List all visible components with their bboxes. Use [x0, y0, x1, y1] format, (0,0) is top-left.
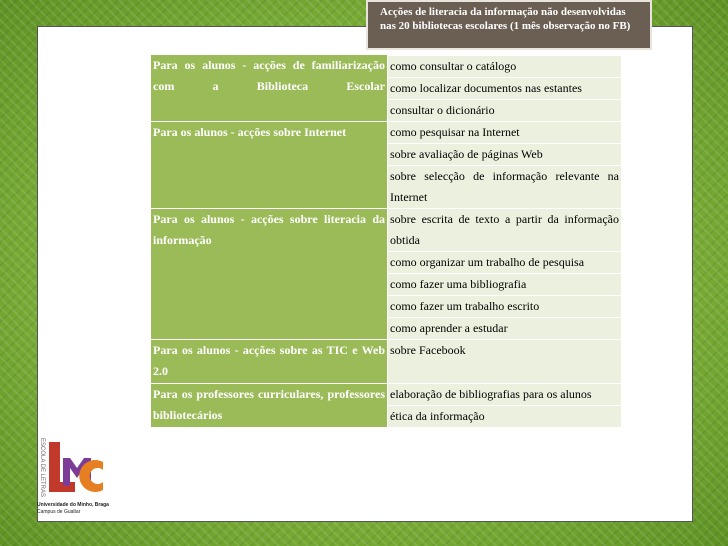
- item-cell: sobre selecção de informação relevante na Internet: [388, 166, 622, 209]
- logo-vertical-text: ESCOLA DE LETRAS: [39, 438, 45, 498]
- item-cell: sobre avaliação de páginas Web: [388, 144, 622, 166]
- table-row: [151, 209, 622, 252]
- item-cell: elaboração de bibliografias para os alunos: [388, 384, 622, 406]
- item-cell: ética da informação: [388, 406, 622, 428]
- item-cell: como fazer uma bibliografia: [388, 274, 622, 296]
- item-cell: como fazer um trabalho escrito: [388, 296, 622, 318]
- group-cell: Para os alunos - acções sobre literacia da informação: [151, 209, 388, 340]
- logo-caption-line2: Campus de Gualtar: [37, 509, 81, 515]
- university-logo: [37, 436, 137, 516]
- item-cell: como aprender a estudar: [388, 318, 622, 340]
- actions-table: [150, 54, 622, 428]
- group-cell: Para os alunos - acções sobre as TIC e Web 2.0: [151, 340, 388, 384]
- item-cell: sobre escrita de texto a partir da informação obtida: [388, 209, 622, 252]
- group-cell: Para os alunos - acções de familiarização com a Biblioteca Escolar: [151, 55, 388, 122]
- item-cell: como organizar um trabalho de pesquisa: [388, 252, 622, 274]
- item-cell: como consultar o catálogo: [388, 56, 622, 78]
- slide-title: Acções de literacia da informação não desenvolvidas nas 20 bibliotecas escolares (1 mês observação no FB): [366, 0, 652, 50]
- table-row: [151, 122, 622, 144]
- group-cell: Para os professores curriculares, professores bibliotecários: [151, 384, 388, 428]
- table-row: [151, 384, 622, 406]
- logo-caption-line1: Universidade do Minho, Braga: [37, 502, 109, 508]
- item-cell: consultar o dicionário: [388, 100, 622, 122]
- group-cell: Para os alunos - acções sobre Internet: [151, 122, 388, 209]
- item-cell: como pesquisar na Internet: [388, 122, 622, 144]
- item-cell: sobre Facebook: [388, 340, 622, 384]
- lmc-logo-icon: [37, 436, 137, 502]
- table-row: [151, 340, 622, 384]
- item-cell: como localizar documentos nas estantes: [388, 78, 622, 100]
